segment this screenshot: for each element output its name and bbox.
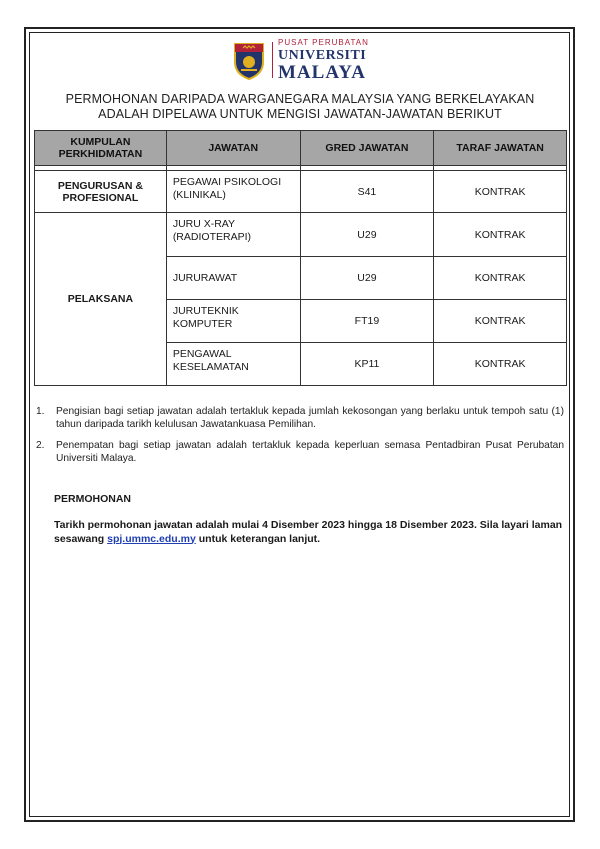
position-cell: PEGAWAI PSIKOLOGI (KLINIKAL) <box>166 171 300 213</box>
header-group: KUMPULAN PERKHIDMATAN <box>35 131 167 166</box>
grade-cell: KP11 <box>300 343 434 386</box>
list-item <box>36 439 564 465</box>
status-cell: KONTRAK <box>434 300 567 343</box>
application-text <box>54 519 564 546</box>
ummc-logo <box>232 38 369 82</box>
header-position: JAWATAN <box>166 131 300 166</box>
table-row <box>35 213 567 257</box>
header-grade: GRED JAWATAN <box>300 131 434 166</box>
note-text: Penempatan bagi setiap jawatan adalah tertakluk kepada keperluan semasa Pentadbiran Pusat Perubatan Universiti Malaya. <box>56 440 564 464</box>
application-text-after: untuk keterangan lanjut. <box>195 532 321 545</box>
logo-bottom-text: MALAYA <box>278 61 367 83</box>
status-cell: KONTRAK <box>434 257 567 300</box>
page-title-line1: PERMOHONAN DARIPADA WARGANEGARA MALAYSIA YANG BERKELAYAKAN <box>65 92 535 106</box>
note-number: 1. <box>36 406 45 417</box>
grade-cell: S41 <box>300 171 434 213</box>
position-cell: PENGAWAL KESELAMATAN <box>166 343 300 386</box>
positions-table <box>34 130 567 386</box>
status-cell: KONTRAK <box>434 213 567 257</box>
logo-top-text: PUSAT PERUBATAN <box>278 37 369 47</box>
application-text-before: Tarikh permohonan jawatan adalah mulai 4 Disember 2023 hingga 18 Disember 2023. Sila layari laman sesawang <box>54 519 563 545</box>
list-item <box>36 405 564 431</box>
note-number: 2. <box>36 440 45 451</box>
note-text: Pengisian bagi setiap jawatan adalah tertakluk kepada jumlah kekosongan yang berlaku untuk tempoh satu (1) tahun daripada tarikh kelulusan Jawatankuasa Pemilihan. <box>56 406 564 430</box>
grade-cell: FT19 <box>300 300 434 343</box>
logo-mid-text: UNIVERSITI <box>278 47 367 63</box>
table-header-row <box>35 131 567 166</box>
header-status: TARAF JAWATAN <box>434 131 567 166</box>
page-title-line2: ADALAH DIPELAWA UNTUK MENGISI JAWATAN-JAWATAN BERIKUT <box>98 107 502 121</box>
logo-divider <box>272 42 273 78</box>
status-cell: KONTRAK <box>434 343 567 386</box>
table-row <box>35 171 567 213</box>
position-cell: JURUTEKNIK KOMPUTER <box>166 300 300 343</box>
position-cell: JURU X-RAY (RADIOTERAPI) <box>166 213 300 257</box>
position-cell: JURURAWAT <box>166 257 300 300</box>
status-cell: KONTRAK <box>434 171 567 213</box>
page-title <box>34 92 566 122</box>
notes-list <box>36 405 564 473</box>
grade-cell: U29 <box>300 257 434 300</box>
application-link[interactable]: spj.ummc.edu.my <box>107 532 196 545</box>
group-cell: PELAKSANA <box>35 213 167 386</box>
university-crest-icon <box>232 40 266 80</box>
grade-cell: U29 <box>300 213 434 257</box>
group-cell: PENGURUSAN & PROFESIONAL <box>35 171 167 213</box>
application-heading: PERMOHONAN <box>54 493 132 505</box>
logo-wordmark <box>278 39 369 82</box>
